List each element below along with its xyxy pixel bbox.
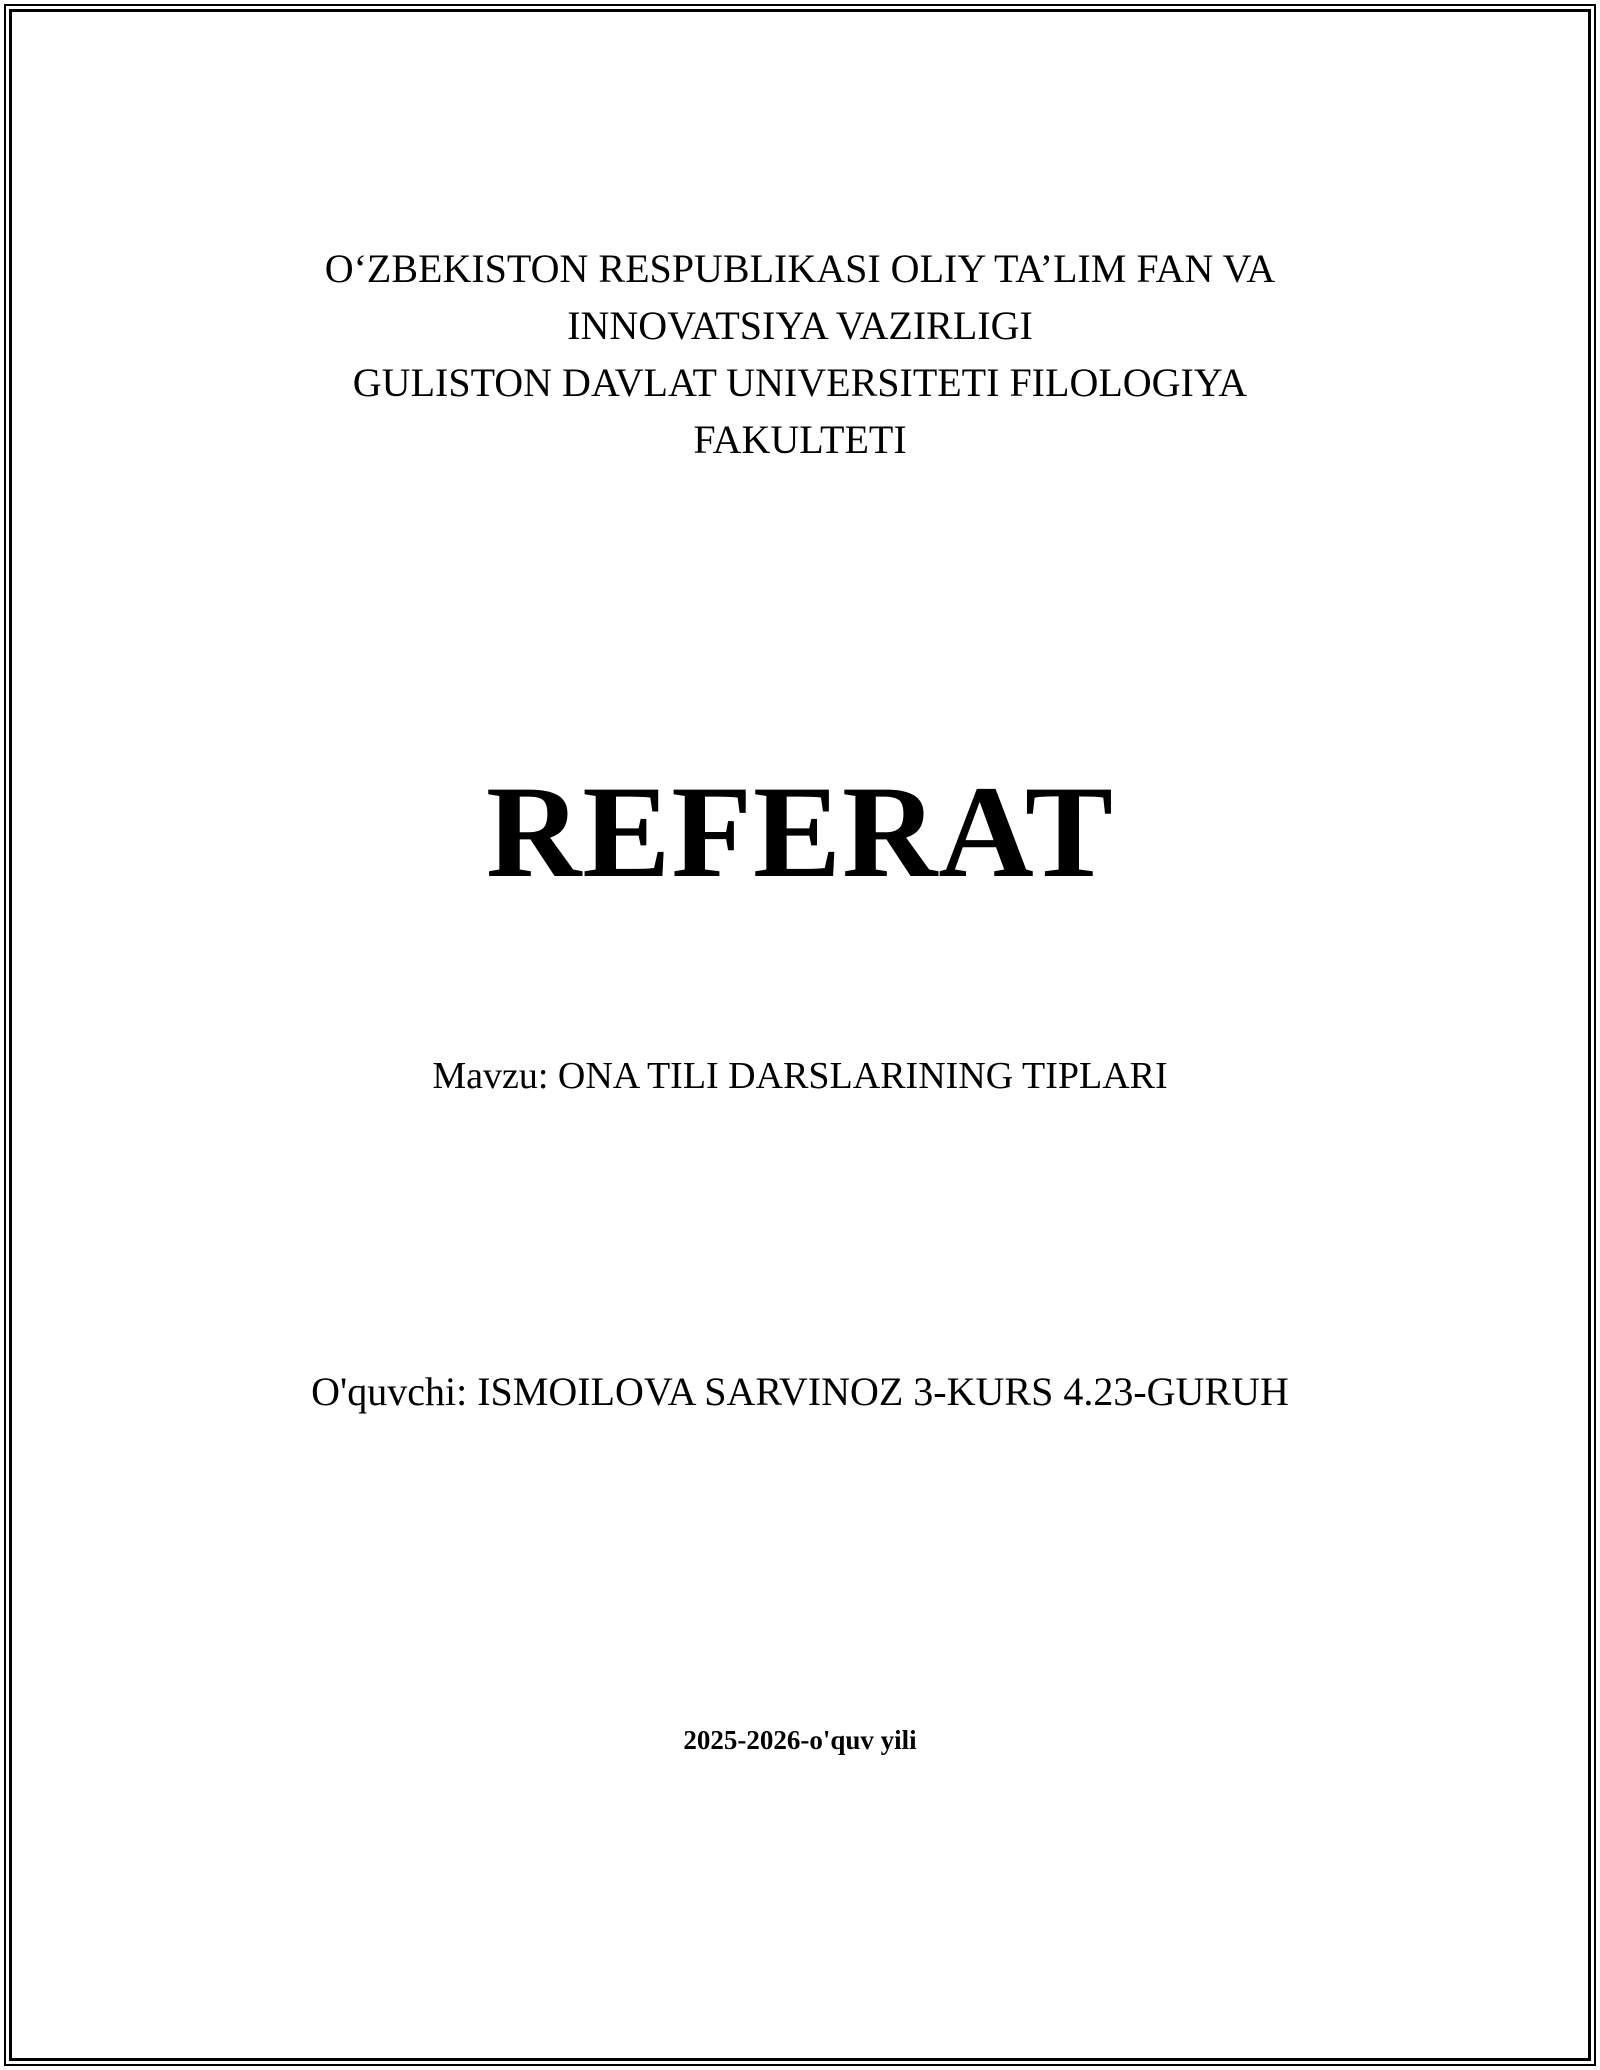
- academic-year-line: 2025-2026-o'quv yili: [683, 1725, 917, 1755]
- document-title: REFERAT: [486, 758, 1114, 905]
- topic-line: Mavzu: ONA TILI DARSLARINING TIPLARI: [432, 1055, 1168, 1097]
- institution-header: [0, 240, 1600, 468]
- institution-line-2: INNOVATSIYA VAZIRLIGI: [567, 303, 1033, 348]
- institution-line-1: OʻZBEKISTON RESPUBLIKASI OLIY TA’LIM FAN VA: [324, 246, 1276, 291]
- institution-line-3: GULISTON DAVLAT UNIVERSITETI FILOLOGIYA: [352, 360, 1248, 405]
- student-line: O'quvchi: ISMOILOVA SARVINOZ 3-KURS 4.23-GURUH: [311, 1369, 1289, 1414]
- institution-line-4: FAKULTETI: [693, 417, 907, 462]
